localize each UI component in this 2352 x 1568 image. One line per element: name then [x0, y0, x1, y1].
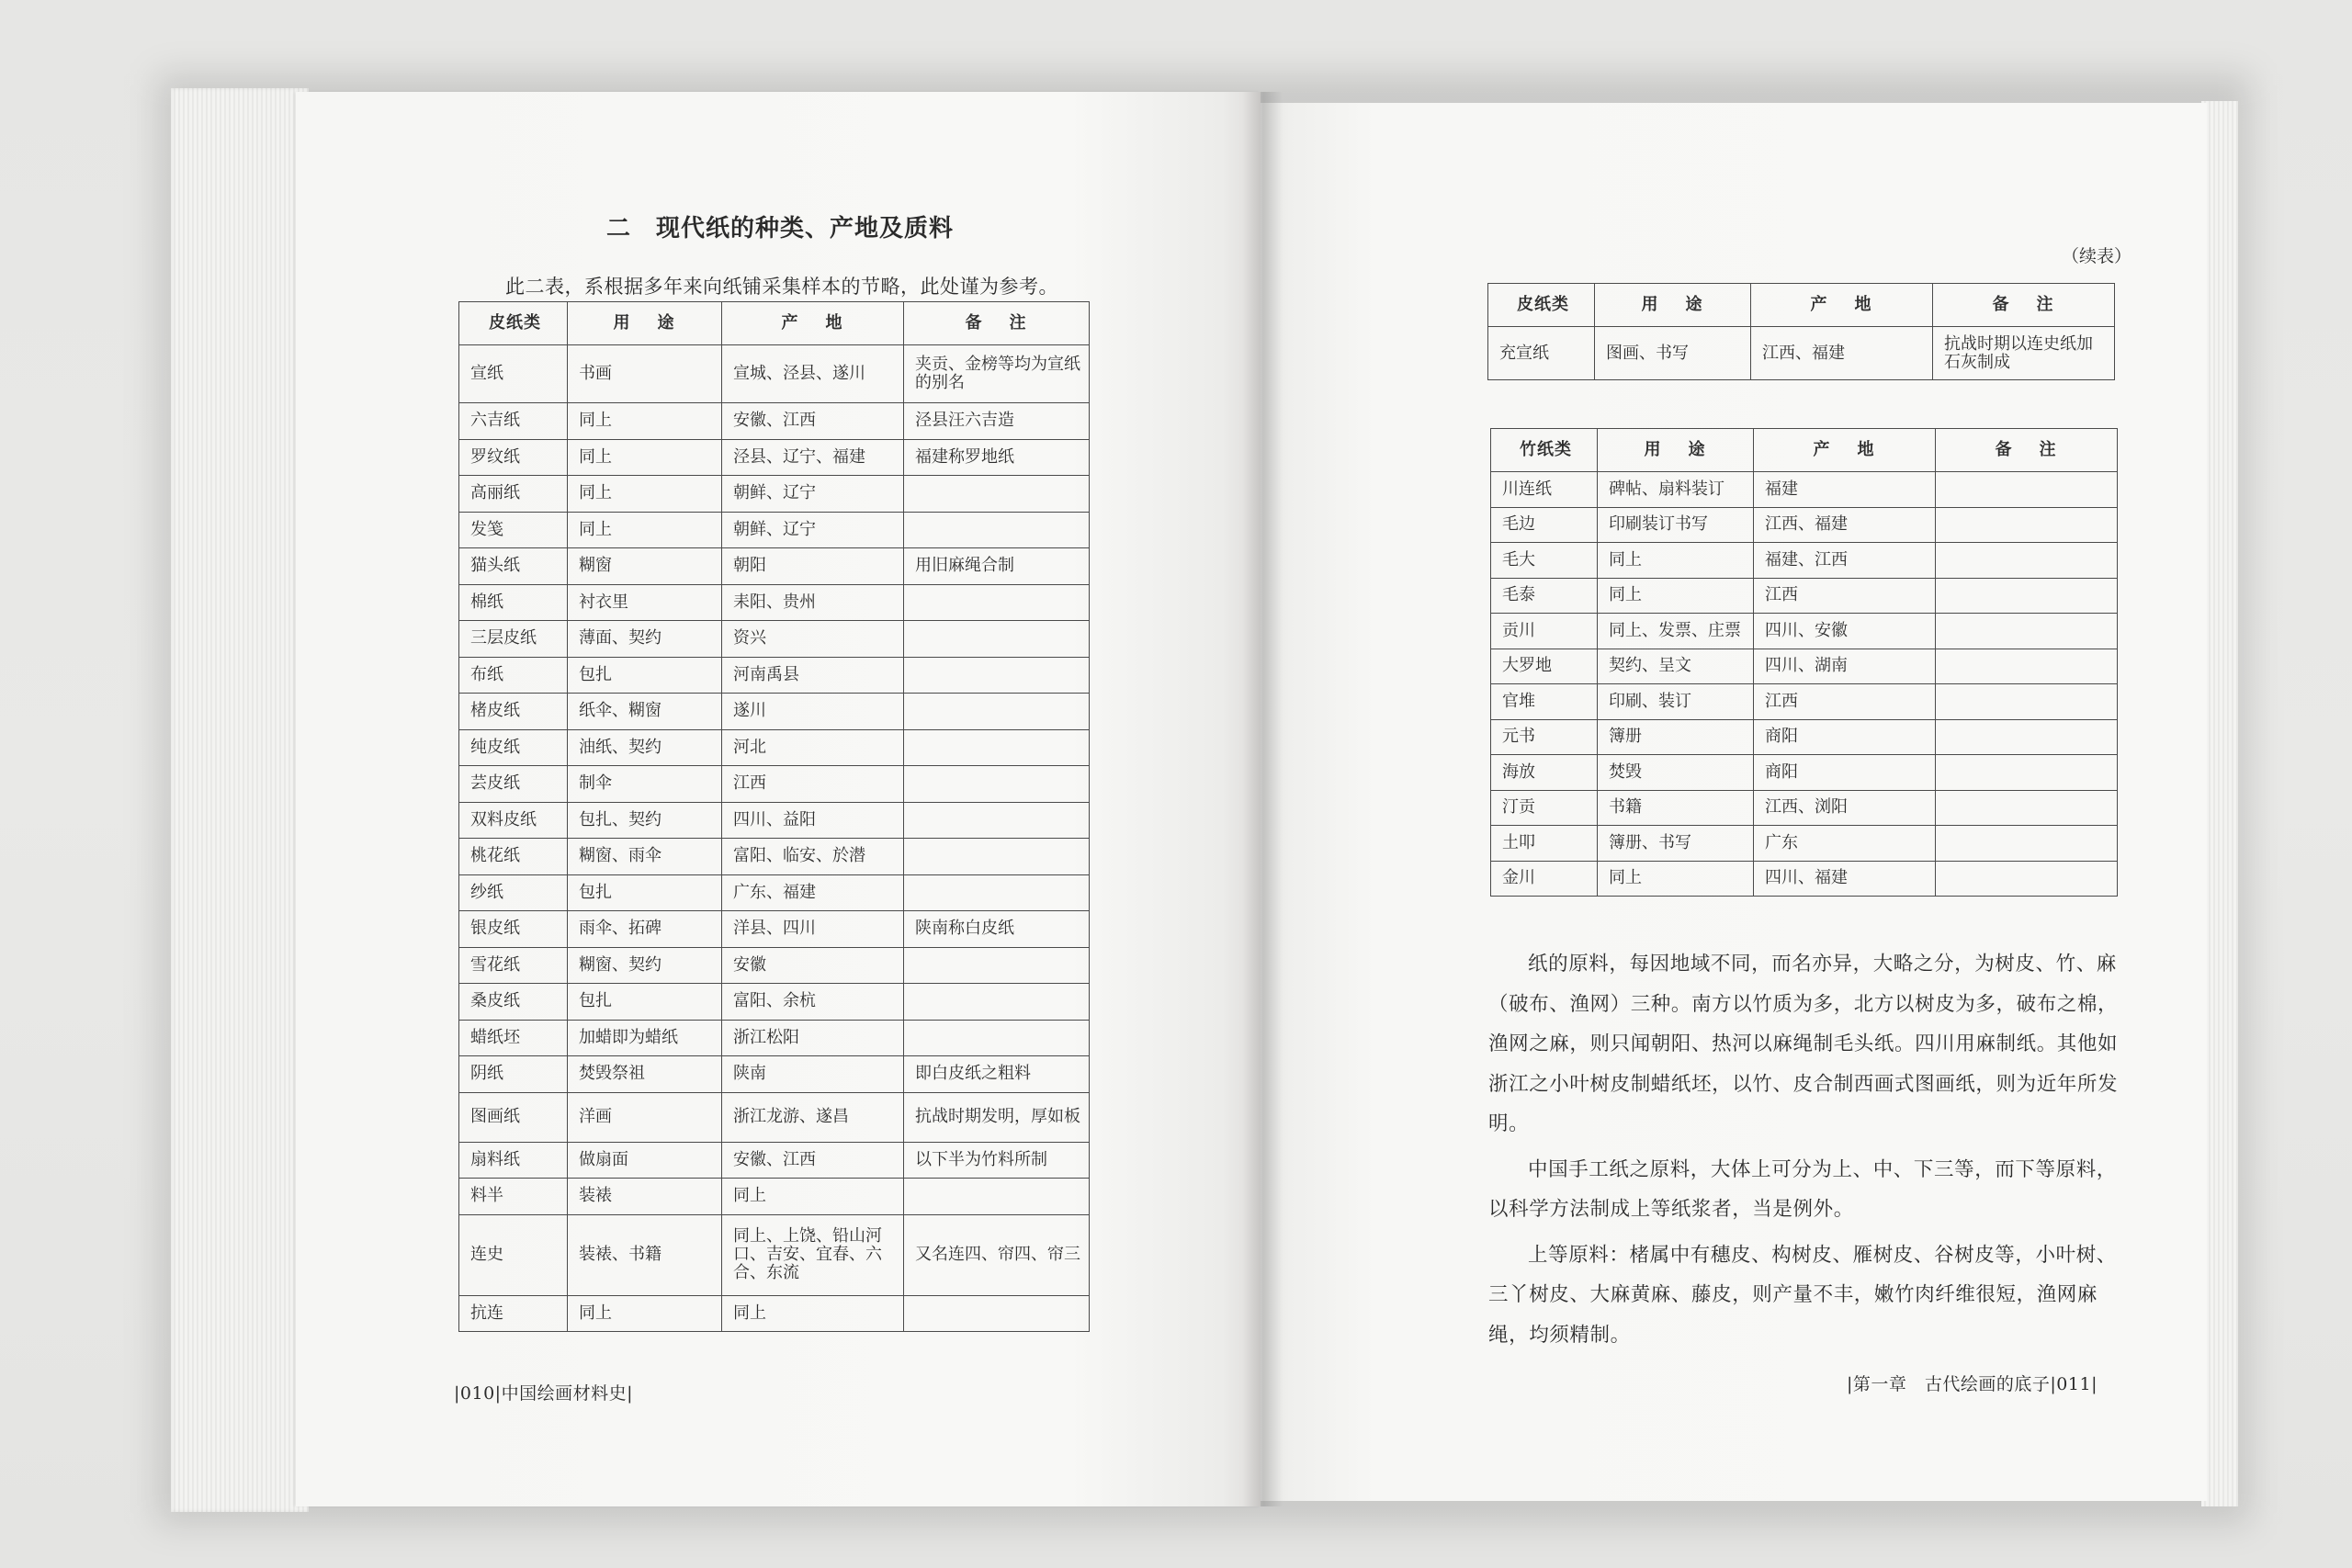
table-cell: 遂川	[722, 694, 904, 730]
column-header: 竹纸类	[1491, 429, 1598, 472]
table-cell	[904, 657, 1090, 694]
table-cell: 江西	[722, 766, 904, 803]
table-row	[459, 476, 1090, 513]
table-cell: 罗纹纸	[459, 439, 568, 476]
table-row	[459, 1092, 1090, 1142]
table-cell	[904, 584, 1090, 621]
table-cell: 料半	[459, 1179, 568, 1215]
book-gutter	[1242, 92, 1283, 1506]
table-header-row	[1491, 429, 2118, 472]
table-cell	[1936, 543, 2118, 579]
table-row	[459, 694, 1090, 730]
table-row	[459, 584, 1090, 621]
table-cell: 朝鲜、辽宁	[722, 476, 904, 513]
intro-line: 此二表，系根据多年来向纸铺采集样本的节略，此处谨为参考。	[505, 276, 1058, 298]
table-cell: 以下半为竹料所制	[904, 1142, 1090, 1179]
table-row	[459, 839, 1090, 875]
table-cell: 桑皮纸	[459, 984, 568, 1021]
table-row	[459, 1056, 1090, 1093]
table-cell: 福建称罗地纸	[904, 439, 1090, 476]
table-row	[459, 947, 1090, 984]
paragraph-1: 纸的原料，每因地域不同，而名亦异，大略之分，为树皮、竹、麻（破布、渔网）三种。南方以竹质为多，北方以树皮为多，破布之棉，渔网之麻，则只闻朝阳、热河以麻绳制毛头纸。四川用麻制纸。其他如浙江之小叶树皮制蜡纸坯，以竹、皮合制西画式图画纸，则为近年所发明。	[1488, 953, 2119, 1135]
table-cell: 糊窗、雨伞	[568, 839, 722, 875]
table-row	[459, 984, 1090, 1021]
table-row	[1491, 684, 2118, 720]
table-cell: 河北	[722, 729, 904, 766]
table-cell: 图画、书写	[1595, 327, 1751, 380]
table-cell: 同上	[722, 1295, 904, 1332]
table-cell: 海放	[1491, 755, 1598, 791]
table-cell: 雪花纸	[459, 947, 568, 984]
table-cell: 纸伞、糊窗	[568, 694, 722, 730]
table-cell: 元书	[1491, 719, 1598, 755]
table-row	[1491, 578, 2118, 614]
table-row	[459, 621, 1090, 658]
table-cell: 银皮纸	[459, 911, 568, 948]
table-cell: 印刷装订书写	[1598, 507, 1754, 543]
table-cell: 土叩	[1491, 826, 1598, 862]
table-cell	[904, 874, 1090, 911]
table-row	[459, 1214, 1090, 1295]
table-cell: 碑帖、扇料装订	[1598, 472, 1754, 508]
table-cell: 江西	[1754, 684, 1936, 720]
table-cell: 包扎	[568, 984, 722, 1021]
table-cell: 布纸	[459, 657, 568, 694]
table-cell: 抗连	[459, 1295, 568, 1332]
table-cell: 发笺	[459, 512, 568, 548]
table-cell: 加蜡即为蜡纸	[568, 1020, 722, 1056]
table-cell: 包扎	[568, 874, 722, 911]
paragraph-2: 中国手工纸之原料，大体上可分为上、中、下三等，而下等原料，以科学方法制成上等纸浆者，当是例外。	[1488, 1157, 2117, 1221]
table-cell: 同上	[722, 1179, 904, 1215]
table-cell	[904, 476, 1090, 513]
table-row	[1491, 614, 2118, 649]
table-row	[1491, 719, 2118, 755]
table-cell	[904, 802, 1090, 839]
table-cell	[1936, 684, 2118, 720]
table-cell: 又名连四、帘四、帘三	[904, 1214, 1090, 1295]
table-cell: 猫头纸	[459, 548, 568, 585]
right-folio: |第一章 古代绘画的底子|011|	[1847, 1374, 2098, 1394]
table-cell: 同上	[568, 512, 722, 548]
table-cell: 四川、益阳	[722, 802, 904, 839]
table-row	[459, 1020, 1090, 1056]
table-cell: 同上	[1598, 578, 1754, 614]
table-cell: 朝鲜、辽宁	[722, 512, 904, 548]
table-cell: 雨伞、拓碑	[568, 911, 722, 948]
table-cell	[1936, 507, 2118, 543]
column-header: 皮纸类	[1488, 284, 1595, 327]
table-cell: 朝阳	[722, 548, 904, 585]
table-cell: 浙江龙游、遂昌	[722, 1092, 904, 1142]
table-cell: 福建	[1754, 472, 1936, 508]
table-cell: 油纸、契约	[568, 729, 722, 766]
table-cell: 广东	[1754, 826, 1936, 862]
table-cell: 连史	[459, 1214, 568, 1295]
table-cell: 江西、福建	[1754, 507, 1936, 543]
table-cell: 双料皮纸	[459, 802, 568, 839]
table-row	[459, 657, 1090, 694]
table-cell	[904, 984, 1090, 1021]
table-cell: 充宣纸	[1488, 327, 1595, 380]
table-cell: 四川、安徽	[1754, 614, 1936, 649]
table-cell: 毛大	[1491, 543, 1598, 579]
table-cell: 洋县、四川	[722, 911, 904, 948]
table-body	[1488, 327, 2115, 380]
table-cell	[904, 1179, 1090, 1215]
table-cell: 装裱、书籍	[568, 1214, 722, 1295]
table-cell: 河南禹县	[722, 657, 904, 694]
table-row	[459, 802, 1090, 839]
table-cell: 安徽、江西	[722, 403, 904, 440]
table-cell: 楮皮纸	[459, 694, 568, 730]
table-cell: 抗战时期发明，厚如板	[904, 1092, 1090, 1142]
table-cell: 大罗地	[1491, 649, 1598, 684]
table-cell: 金川	[1491, 861, 1598, 897]
table-cell: 用旧麻绳合制	[904, 548, 1090, 585]
column-header: 备 注	[904, 302, 1090, 345]
table-cell	[1936, 861, 2118, 897]
table-cell: 耒阳、贵州	[722, 584, 904, 621]
table-cell	[1936, 790, 2118, 826]
table-cell: 纱纸	[459, 874, 568, 911]
table-cell: 同上	[568, 476, 722, 513]
bamboo-paper-table	[1490, 428, 2118, 897]
table-row	[1491, 790, 2118, 826]
table-cell: 三层皮纸	[459, 621, 568, 658]
table-cell: 富阳、临安、於潜	[722, 839, 904, 875]
table-cell	[904, 1295, 1090, 1332]
table-cell: 抗战时期以连史纸加石灰制成	[1933, 327, 2115, 380]
left-folio: |010|中国绘画材料史|	[454, 1383, 633, 1404]
table-cell: 四川、湖南	[1754, 649, 1936, 684]
table-cell: 川连纸	[1491, 472, 1598, 508]
table-row	[1491, 649, 2118, 684]
table-cell	[904, 694, 1090, 730]
table-cell: 安徽	[722, 947, 904, 984]
table-cell: 陕南	[722, 1056, 904, 1093]
table-cell: 蜡纸坯	[459, 1020, 568, 1056]
table-cell	[1936, 755, 2118, 791]
paragraph-3: 上等原料：楮属中有穗皮、构树皮、雁树皮、谷树皮等，小叶树、三丫树皮、大麻黄麻、藤皮，则产量不丰，嫩竹肉纤维很短，渔网麻绳，均须精制。	[1488, 1243, 2117, 1347]
table-header-row	[459, 302, 1090, 345]
table-cell: 糊窗、契约	[568, 947, 722, 984]
table-row	[1491, 543, 2118, 579]
table-row	[1491, 861, 2118, 897]
table-cell: 包扎、契约	[568, 802, 722, 839]
table-cell: 毛边	[1491, 507, 1598, 543]
table-cell: 洋画	[568, 1092, 722, 1142]
table-cell: 浙江松阳	[722, 1020, 904, 1056]
table-cell: 富阳、余杭	[722, 984, 904, 1021]
table-cell: 同上、上饶、铅山河口、吉安、宜春、六合、东流	[722, 1214, 904, 1295]
table-cell: 同上	[568, 403, 722, 440]
table-cell	[904, 1020, 1090, 1056]
table-cell: 桃花纸	[459, 839, 568, 875]
column-header: 皮纸类	[459, 302, 568, 345]
table-cell	[1936, 649, 2118, 684]
table-row	[459, 345, 1090, 403]
section-heading: 二 现代纸的种类、产地及质料	[606, 215, 955, 243]
table-row	[459, 1179, 1090, 1215]
table-cell: 契约、呈文	[1598, 649, 1754, 684]
table-cell: 糊窗	[568, 548, 722, 585]
table-cell: 江西、浏阳	[1754, 790, 1936, 826]
table-cell: 书画	[568, 345, 722, 403]
column-header: 备 注	[1933, 284, 2115, 327]
table-cell	[1936, 826, 2118, 862]
table-cell: 装裱	[568, 1179, 722, 1215]
table-cell: 夹贡、金榜等均为宣纸的别名	[904, 345, 1090, 403]
table-cell	[1936, 719, 2118, 755]
table-cell: 薄面、契约	[568, 621, 722, 658]
table-cell: 簿册	[1598, 719, 1754, 755]
column-header: 用 途	[568, 302, 722, 345]
table-cell: 商阳	[1754, 755, 1936, 791]
table-row	[459, 766, 1090, 803]
table-cell: 书籍	[1598, 790, 1754, 826]
table-cell: 印刷、装订	[1598, 684, 1754, 720]
table-cell	[904, 766, 1090, 803]
table-row	[1491, 755, 2118, 791]
table-cell: 同上	[568, 1295, 722, 1332]
table-row	[459, 911, 1090, 948]
table-header-row	[1488, 284, 2115, 327]
table-cell: 资兴	[722, 621, 904, 658]
table-cell: 四川、福建	[1754, 861, 1936, 897]
table-cell	[1936, 614, 2118, 649]
table-row	[459, 1295, 1090, 1332]
table-cell: 宣城、泾县、遂川	[722, 345, 904, 403]
body-text	[1488, 944, 2122, 1360]
table-cell: 制伞	[568, 766, 722, 803]
column-header: 产 地	[1754, 429, 1936, 472]
table-row	[459, 403, 1090, 440]
column-header: 用 途	[1598, 429, 1754, 472]
table-cell: 泾县汪六吉造	[904, 403, 1090, 440]
table-cell: 六吉纸	[459, 403, 568, 440]
leather-paper-table-continued	[1487, 283, 2115, 380]
table-cell	[904, 512, 1090, 548]
table-cell: 扇料纸	[459, 1142, 568, 1179]
table-cell: 焚毁	[1598, 755, 1754, 791]
table-body	[1491, 472, 2118, 897]
table-row	[459, 729, 1090, 766]
table-row	[459, 512, 1090, 548]
continued-label: （续表）	[2062, 246, 2132, 266]
column-header: 产 地	[722, 302, 904, 345]
table-cell: 福建、江西	[1754, 543, 1936, 579]
table-cell: 纯皮纸	[459, 729, 568, 766]
table-cell	[1936, 578, 2118, 614]
table-cell: 安徽、江西	[722, 1142, 904, 1179]
table-body	[459, 345, 1090, 1332]
table-cell: 汀贡	[1491, 790, 1598, 826]
table-cell: 阴纸	[459, 1056, 568, 1093]
table-cell: 同上、发票、庄票	[1598, 614, 1754, 649]
column-header: 产 地	[1751, 284, 1933, 327]
table-cell: 同上	[1598, 543, 1754, 579]
table-cell: 宣纸	[459, 345, 568, 403]
table-cell: 即白皮纸之粗料	[904, 1056, 1090, 1093]
table-cell: 江西	[1754, 578, 1936, 614]
table-cell: 商阳	[1754, 719, 1936, 755]
table-cell: 官堆	[1491, 684, 1598, 720]
leather-paper-table	[458, 301, 1090, 1332]
table-cell: 棉纸	[459, 584, 568, 621]
table-row	[459, 439, 1090, 476]
table-cell: 广东、福建	[722, 874, 904, 911]
table-cell: 高丽纸	[459, 476, 568, 513]
table-row	[459, 874, 1090, 911]
table-cell	[1936, 472, 2118, 508]
table-cell: 做扇面	[568, 1142, 722, 1179]
table-cell: 簿册、书写	[1598, 826, 1754, 862]
table-cell	[904, 839, 1090, 875]
table-cell: 毛泰	[1491, 578, 1598, 614]
table-cell: 包扎	[568, 657, 722, 694]
left-page-edges	[171, 88, 309, 1512]
table-row	[1491, 472, 2118, 508]
table-row	[1488, 327, 2115, 380]
table-cell	[904, 621, 1090, 658]
table-cell: 焚毁祭祖	[568, 1056, 722, 1093]
table-row	[1491, 507, 2118, 543]
table-cell	[904, 729, 1090, 766]
table-cell: 陕南称白皮纸	[904, 911, 1090, 948]
table-cell: 芸皮纸	[459, 766, 568, 803]
table-row	[459, 1142, 1090, 1179]
table-row	[459, 548, 1090, 585]
table-cell: 同上	[1598, 861, 1754, 897]
table-row	[1491, 826, 2118, 862]
table-cell: 同上	[568, 439, 722, 476]
table-cell: 衬衣里	[568, 584, 722, 621]
table-cell	[904, 947, 1090, 984]
table-cell: 图画纸	[459, 1092, 568, 1142]
table-cell: 贡川	[1491, 614, 1598, 649]
column-header: 备 注	[1936, 429, 2118, 472]
table-cell: 泾县、辽宁、福建	[722, 439, 904, 476]
column-header: 用 途	[1595, 284, 1751, 327]
table-cell: 江西、福建	[1751, 327, 1933, 380]
right-page-edges	[2201, 101, 2238, 1506]
